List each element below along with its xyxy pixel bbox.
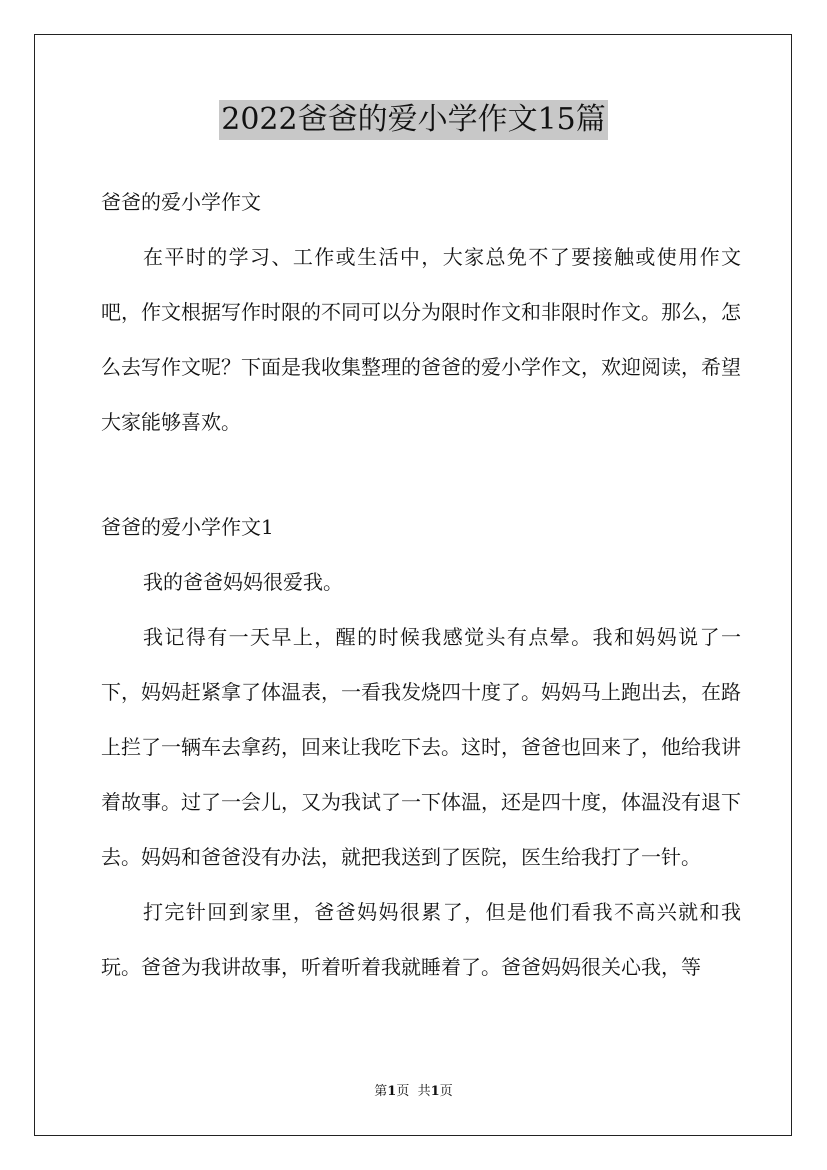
page-footer bbox=[0, 1083, 827, 1101]
total-prefix: 共 bbox=[417, 1084, 431, 1099]
total-suffix: 页 bbox=[439, 1084, 453, 1099]
document-body bbox=[101, 175, 741, 995]
essay1-heading: 爸爸的爱小学作文1 bbox=[101, 515, 274, 539]
page-number: 1 bbox=[387, 1084, 397, 1099]
page-suffix: 页 bbox=[396, 1084, 410, 1099]
essay1-paragraph-2: 我记得有一天早上，醒的时候我感觉头有点晕。我和妈妈说了一下，妈妈赶紧拿了体温表，一看我发烧四十度了。妈妈马上跑出去，在路上拦了一辆车去拿药，回来让我吃下去。这时，爸爸也回来了，他给我讲着故事。过了一会儿，又为我试了一下体温，还是四十度，体温没有退下去。妈妈和爸爸没有办法，就把我送到了医院，医生给我打了一针。 bbox=[101, 625, 741, 869]
document-title: 2022爸爸的爱小学作文15篇 bbox=[219, 100, 608, 140]
essay1-paragraph-3: 打完针回到家里，爸爸妈妈很累了，但是他们看我不高兴就和我玩。爸爸为我讲故事，听着听着我就睡着了。爸爸妈妈很关心我，等 bbox=[101, 900, 741, 979]
page-prefix: 第 bbox=[374, 1084, 388, 1099]
total-number: 1 bbox=[430, 1084, 440, 1099]
essay1-paragraph-1: 我的爸爸妈妈很爱我。 bbox=[143, 570, 343, 594]
section-gap bbox=[101, 450, 741, 500]
intro-heading: 爸爸的爱小学作文 bbox=[101, 190, 261, 214]
title-container bbox=[0, 100, 827, 140]
intro-paragraph: 在平时的学习、工作或生活中，大家总免不了要接触或使用作文吧，作文根据写作时限的不同可以分为限时作文和非限时作文。那么，怎么去写作文呢？下面是我收集整理的爸爸的爱小学作文，欢迎阅读，希望大家能够喜欢。 bbox=[101, 245, 741, 434]
